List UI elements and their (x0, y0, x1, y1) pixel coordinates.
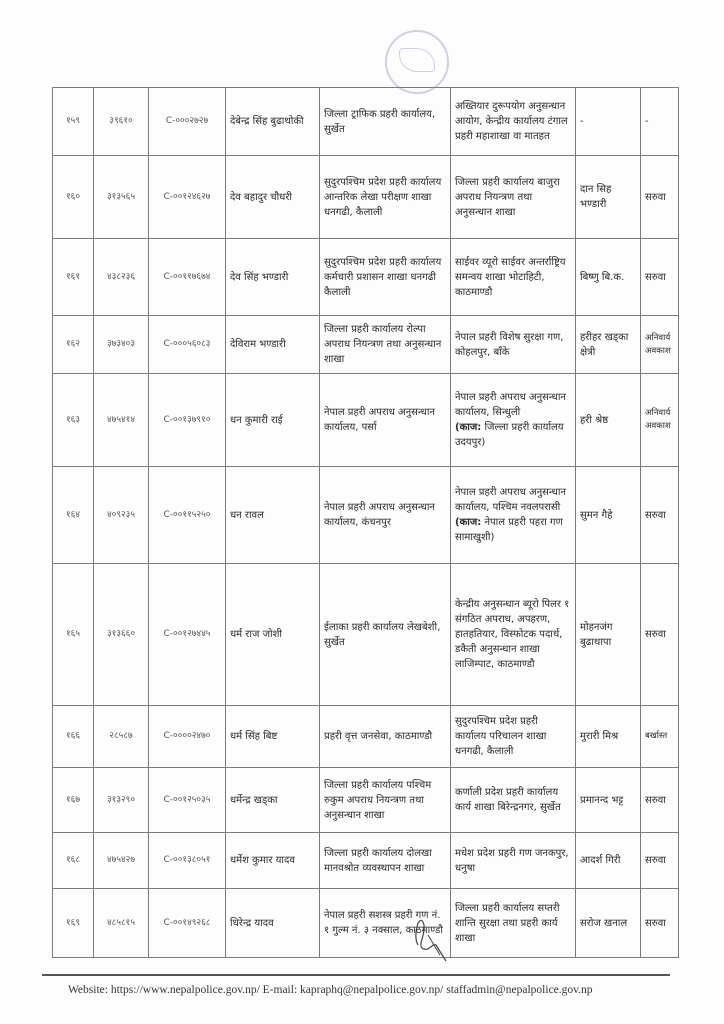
serial-number: १६३ (53, 374, 94, 467)
transfer-table (52, 87, 679, 958)
employee-number: ४८५८१५ (94, 889, 149, 958)
table-row (53, 768, 679, 833)
current-office: जिल्ला ट्राफिक प्रहरी कार्यालय, सुर्खेत (320, 88, 451, 156)
replacement-name: सरोज खनाल (576, 889, 641, 958)
serial-number: १६७ (53, 768, 94, 833)
serial-number: १६१ (53, 239, 94, 316)
transfer-status: सरुवा (641, 889, 679, 958)
transfer-office-main: नेपाल प्रहरी अपराध अनुसन्धान कार्यालय, पश्चिम नवलपरासी (455, 487, 566, 513)
replacement-name: - (576, 88, 641, 156)
employee-number: ३७३४०३ (94, 316, 149, 374)
serial-number: १६६ (53, 706, 94, 768)
employee-code: C-००१२७४४५ (149, 564, 226, 706)
transfer-office: केन्द्रीय अनुसन्धान ब्यूरो पिलर १ संगठित अपराध, अपहरण, हातहतियार, विस्फोटक पदार्थ, डकैती अनुसन्धान शाखा लाजिम्पाट, काठमाण्डौ (451, 564, 576, 706)
footer-contact: Website: https://www.nepalpolice.gov.np/ E-mail: kapraphq@nepalpolice.gov.np/ staffadmin@nepalpolice.gov.np (68, 984, 593, 996)
employee-number: ३१३२९० (94, 768, 149, 833)
transfer-status: अनिवार्य अवकाश (641, 374, 679, 467)
employee-code: C-००१२५०३५ (149, 768, 226, 833)
employee-number: ४०९२३५ (94, 467, 149, 564)
transfer-office: जिल्ला प्रहरी कार्यालय सप्तरी शान्ति सुरक्षा तथा प्रहरी कार्य शाखा (451, 889, 576, 958)
serial-number: १६९ (53, 889, 94, 958)
deputation-office: नेपाल प्रहरी पहरा गण सामाखुशी) (455, 517, 563, 543)
current-office: नेपाल प्रहरी अपराध अनुसन्धान कार्यालय, पर्सा (320, 374, 451, 467)
table-row (53, 833, 679, 889)
replacement-name: बिष्णु बि.क. (576, 239, 641, 316)
employee-name: धर्म राज जोशी (226, 564, 320, 706)
current-office: सुदुरपश्चिम प्रदेश प्रहरी कार्यालय कर्मचारी प्रशासन शाखा धनगढी कैलाली (320, 239, 451, 316)
current-office: जिल्ला प्रहरी कार्यालय दोलखा मानवश्रोत व्यवस्थापन शाखा (320, 833, 451, 889)
government-seal (385, 30, 449, 94)
footer-divider (42, 974, 670, 976)
employee-name: धन कुमारी राई (226, 374, 320, 467)
employee-name: धन रावल (226, 467, 320, 564)
table-row (53, 374, 679, 467)
current-office: नेपाल प्रहरी अपराध अनुसन्धान कार्यालय, कंचनपुर (320, 467, 451, 564)
employee-code: C-००११५२५० (149, 467, 226, 564)
employee-code: C-००१३८०५१ (149, 833, 226, 889)
transfer-office: सुदुरपश्चिम प्रदेश प्रहरी कार्यालय परिचालन शाखा धनगढी, कैलाली (451, 706, 576, 768)
serial-number: १६४ (53, 467, 94, 564)
serial-number: १५९ (53, 88, 94, 156)
current-office: प्रहरी वृत्त जनसेवा, काठमाण्डौ (320, 706, 451, 768)
transfer-status: अनिवार्य अवकाश (641, 316, 679, 374)
transfer-office: अख्तियार दुरूपयोग अनुसन्धान आयोग, केन्द्रीय कार्यालय टंगाल प्रहरी महाशाखा वा मातहत (451, 88, 576, 156)
serial-number: १६२ (53, 316, 94, 374)
replacement-name: मोहनजंग बुढाथापा (576, 564, 641, 706)
transfer-office-main: नेपाल प्रहरी अपराध अनुसन्धान कार्यालय, सिन्धुली (455, 392, 566, 418)
transfer-office: साईवर व्यूरो साईवर अन्तर्राष्ट्रिय समन्वय शाखा भोटाहिटी, काठमाण्डौ (451, 239, 576, 316)
employee-code: C-०००५६०८३ (149, 316, 226, 374)
transfer-office: कर्णाली प्रदेश प्रहरी कार्यालय कार्य शाखा बिरेन्द्रनगर, सुर्खेत (451, 768, 576, 833)
replacement-name: प्रमानन्द भट्ट (576, 768, 641, 833)
serial-number: १६० (53, 156, 94, 239)
serial-number: १६५ (53, 564, 94, 706)
transfer-office: जिल्ला प्रहरी कार्यालय बाजुरा अपराध नियन्त्रण तथा अनुसन्धान शाखा (451, 156, 576, 239)
transfer-office: नेपाल प्रहरी विशेष सुरक्षा गण, कोहलपुर, बाँके (451, 316, 576, 374)
current-office: ईलाका प्रहरी कार्यालय लेखबेशी, सुर्खेत (320, 564, 451, 706)
table-row (53, 706, 679, 768)
transfer-status: सरुवा (641, 768, 679, 833)
current-office: जिल्ला प्रहरी कार्यालय रोल्पा अपराध नियन्त्रण तथा अनुसन्धान शाखा (320, 316, 451, 374)
table-row (53, 239, 679, 316)
transfer-status: बर्खास्त (641, 706, 679, 768)
transfer-status: सरुवा (641, 467, 679, 564)
table-row (53, 316, 679, 374)
deputation-label: (काज: (455, 422, 482, 433)
table-row (53, 156, 679, 239)
employee-number: ३१३६६० (94, 564, 149, 706)
employee-name: धर्म सिंह बिष्ट (226, 706, 320, 768)
employee-number: ३१३५६५ (94, 156, 149, 239)
table-row (53, 564, 679, 706)
deputation-label: (काज: (455, 517, 482, 528)
employee-code: C-००१४९२६८ (149, 889, 226, 958)
employee-number: ३९६१० (94, 88, 149, 156)
employee-code: C-०००२७२७ (149, 88, 226, 156)
transfer-office: मधेश प्रदेश प्रहरी गण जनकपुर, धनुषा (451, 833, 576, 889)
employee-code: C-००००२४७० (149, 706, 226, 768)
table-row (53, 88, 679, 156)
current-office: जिल्ला प्रहरी कार्यालय पश्चिम रुकुम अपराध नियन्त्रण तथा अनुसन्धान शाखा (320, 768, 451, 833)
employee-code: C-००१३७९१० (149, 374, 226, 467)
current-office: सुदुरपश्चिम प्रदेश प्रहरी कार्यालय आन्तरिक लेखा परीक्षण शाखा धनगढी, कैलाली (320, 156, 451, 239)
employee-name: देव बहादुर चौधरी (226, 156, 320, 239)
deputation-office: जिल्ला प्रहरी कार्यालय उदयपुर) (455, 422, 564, 448)
replacement-name: मुरारी मिश्र (576, 706, 641, 768)
employee-name: देव सिंह भण्डारी (226, 239, 320, 316)
replacement-name: हरीहर खड्का क्षेत्री (576, 316, 641, 374)
employee-name: धर्मेन्द्र खड्का (226, 768, 320, 833)
transfer-office (451, 467, 576, 564)
current-office: नेपाल प्रहरी सशस्त्र प्रहरी गण नं. १ गुल्म नं. ३ नक्साल, काठमाण्डौ (320, 889, 451, 958)
replacement-name: दान सिह भण्डारी (576, 156, 641, 239)
employee-name: देबेन्द्र सिंह बुढाथोकी (226, 88, 320, 156)
transfer-office (451, 374, 576, 467)
replacement-name: आदर्श गिरी (576, 833, 641, 889)
employee-number: ४३८२३६ (94, 239, 149, 316)
replacement-name: सुमन गैहे (576, 467, 641, 564)
signature (410, 905, 450, 965)
employee-number: ४७५४२७ (94, 833, 149, 889)
transfer-status: - (641, 88, 679, 156)
employee-name: देविराम भण्डारी (226, 316, 320, 374)
employee-code: C-००११७६७४ (149, 239, 226, 316)
table-row (53, 467, 679, 564)
employee-number: २८५८७ (94, 706, 149, 768)
replacement-name: हरी श्रेष्ठ (576, 374, 641, 467)
transfer-status: सरुवा (641, 564, 679, 706)
serial-number: १६८ (53, 833, 94, 889)
employee-code: C-००१२४६२७ (149, 156, 226, 239)
transfer-status: सरुवा (641, 239, 679, 316)
employee-number: ४७५४१४ (94, 374, 149, 467)
employee-name: धर्मेश कुमार यादव (226, 833, 320, 889)
table-row (53, 889, 679, 958)
transfer-status: सरुवा (641, 833, 679, 889)
transfer-status: सरुवा (641, 156, 679, 239)
employee-name: धिरेन्द्र यादव (226, 889, 320, 958)
